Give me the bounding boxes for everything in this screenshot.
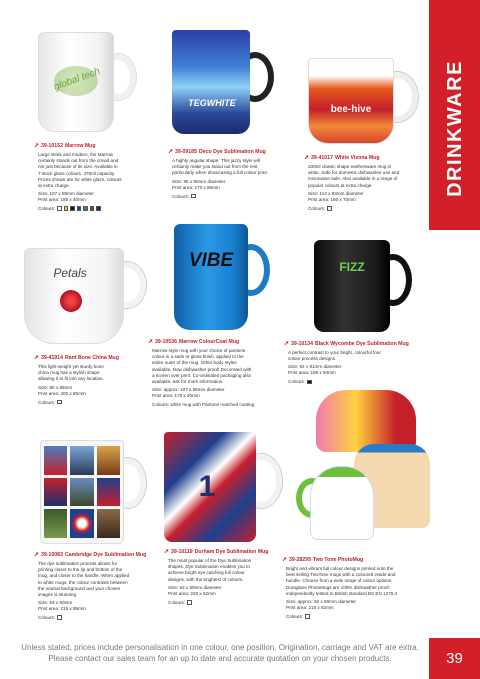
mug-print: TEGWHITE [188,98,236,108]
product-code: 39-41914 [41,354,63,361]
product-colours: Colours: [288,379,424,384]
product-name: Marrow ColourCoat Mug [178,338,240,345]
product-description: The most popular of the Dye Sublimation shapes. Dye Sublimation enables you to achieve bright eye catching full colour designs, with the brightest of colours. [168,558,252,582]
arrow-icon: ➚ [148,339,154,345]
product-description: A perfect contrast to your bright, colourful four colour process designs. [288,350,381,362]
product-marrow [34,142,144,211]
product-colourcoat [148,338,276,407]
rose-icon [60,290,82,312]
product-colours: Colours: [308,206,424,211]
product-code: 39-10152 [41,142,63,149]
mug-image-durham [162,430,286,544]
product-colours: Colours: [286,614,426,619]
arrow-icon: ➚ [34,355,40,361]
mug-print: Petals [53,266,87,280]
product-description: Large sleek and modern, the Marrow certainly stands out from the crowd and not just because of its size. Available in 7 stock glaze colours. 375ml capacity. Prices shown are for white glaze, colours at extra charge. [38,152,122,189]
mug-print: FIZZ [339,260,365,274]
product-code: 39-10083 [41,551,63,558]
product-size: Size: 80 x 85mm [38,384,73,390]
product-code: 39-28295 [289,556,311,563]
product-deco [168,148,292,199]
product-name: Durham Dye Sublimation Mug [194,548,269,555]
product-size: Size: 114 x 93mm diameter [308,190,364,196]
product-durham [164,548,284,605]
mug-image-twotone [296,384,430,546]
product-name: Two Tone PhotoMug [312,556,364,563]
product-wycombe [284,340,424,384]
mug-image-cambridge [38,436,148,546]
product-size: Size: approx: 107 x 86mm diameter [152,387,225,393]
colour-swatch-white [327,206,332,211]
product-colours: Colours: [38,400,144,405]
arrow-icon: ➚ [284,341,290,347]
product-name: Deco Dye Sublimation Mug [198,148,266,155]
product-print-area: Print area: 170 x 85mm [172,184,220,190]
product-code: 39-10134 [291,340,313,347]
product-print-area: Print area: 195 x 94mm [288,370,336,376]
mug-print: bee-hive [330,104,372,115]
product-description: 330ml classic shape earthenware mug in white. Safe for domestic dishwasher use and microwave safe. Also available in a range of popular colours at extra charge. [308,164,400,188]
colour-swatch-navy [77,206,82,211]
product-name: Cambridge Dye Sublimation Mug [64,551,147,558]
colour-swatch-white [187,600,192,605]
colour-swatch-white [57,615,62,620]
product-size: Size: 92 x 81mm diameter [288,364,342,370]
mug-print: VIBE [188,250,234,271]
colour-swatch-black [70,206,75,211]
product-description: Bright and vibrant full colour designs printed onto the best selling TwoTone mugs with a coloured inside and handle. Choose from a wide range of colour options. Duraglaze PhotoMugs are 100% dishwasher proof; independently tested to British standard BS EN 1275:4 [286,566,398,596]
footer-disclaimer: Unless stated, prices include personalisation in one colour, one position. Origination, carriage and VAT are extra. Please contact our sales team for an up to date and accurate quotation on your chosen products. [21,643,419,663]
arrow-icon: ➚ [164,549,170,555]
colour-swatch-yellow [64,206,69,211]
product-size: Size: approx: 92 x 80mm diameter [286,599,356,605]
sidebar [429,0,480,679]
product-name: Black Wycombe Dye Sublimation Mug [314,340,409,347]
product-size: Size: 93 x 80mm diameter [168,584,222,590]
product-print-area: Print area: 215 x 85mm [38,606,86,612]
colour-swatch-white [57,206,62,211]
product-colours: Colours: [168,600,284,605]
page-number: 39 [429,638,480,679]
mug-print: 1 [198,470,216,503]
product-print-area: Print area: 185 x 40mm [38,197,86,203]
colour-swatch-white [191,194,196,199]
product-code: 39-09185 [175,148,197,155]
product-name: White Vienna Mug [334,154,380,161]
product-cambridge [34,551,154,620]
arrow-icon: ➚ [168,149,174,155]
mug-image-wycombe [312,238,416,334]
product-twotone [282,556,426,619]
mug-image-vienna [306,56,422,146]
photo-grid [44,446,120,538]
colour-swatch-white [305,614,310,619]
product-description: A highly angular shape. This jazzy style will certainly make you stand out from the rest particularly when showcasing a full colour print. [172,158,269,176]
mug-image-rant [22,244,150,346]
product-print-area: Print area: 180 x 70mm [308,196,356,202]
product-rant [34,354,144,405]
product-code: 39-10536 [155,338,177,345]
arrow-icon: ➚ [34,143,40,149]
product-vienna [304,154,424,211]
product-size: Size: 107 x 85mm diameter [38,191,94,197]
colour-swatch-red [90,206,95,211]
product-name: Marrow Mug [64,142,96,149]
product-colours: Colours: [38,615,154,620]
mug-print: global tech [52,66,102,93]
colour-swatch-white [57,400,62,405]
product-description: Marrow style mug with your choice of pantone colour in a satin or gloss finish, applied to the entire outer of the mug. Other body styles available. Now dishwasher proof! Decorated with a screen over print. Co-ordinated packaging also available, ask for more information. [152,348,252,385]
mug-image-colourcoat [172,222,272,334]
colour-swatch-blue [83,206,88,211]
section-title: DRINKWARE [443,59,466,197]
mug-image-deco [168,26,278,136]
product-size: Size: 95 x 90mm diameter [172,178,226,184]
product-size: Size: 93 x 80mm [38,600,73,606]
product-print-area: Print area: 216 x 92mm [286,605,334,611]
product-print-area: Print area: 200 x 85mm [38,390,86,396]
product-description: This light-weight yet sturdy bone china mug has a stylish shape allowing it to fit into any location. [38,364,104,382]
product-print-area: Print area: 220 x 82mm [168,590,216,596]
product-name: Rant Bone China Mug [64,354,119,361]
product-description: The dye sublimation process allows for printing closer to the lip and bottom of the mug, and closer to the handle. When applied to white mugs, the colour contrasts between the neutral background and your chosen images is stunning. [38,561,130,598]
product-code: 39-41017 [311,154,333,161]
mug-image-marrow [34,26,142,136]
product-colours: Colours: [172,194,292,199]
arrow-icon: ➚ [304,155,310,161]
arrow-icon: ➚ [282,557,288,563]
colour-swatch-dark-blue [96,206,101,211]
product-colours: Colours: [38,206,144,211]
product-print-area: Print area: 170 x 40mm [152,393,200,399]
arrow-icon: ➚ [34,552,40,558]
product-code: 39-10119 [171,548,193,555]
product-colours: Colours: white mug with Pantone matched coating [152,402,255,408]
